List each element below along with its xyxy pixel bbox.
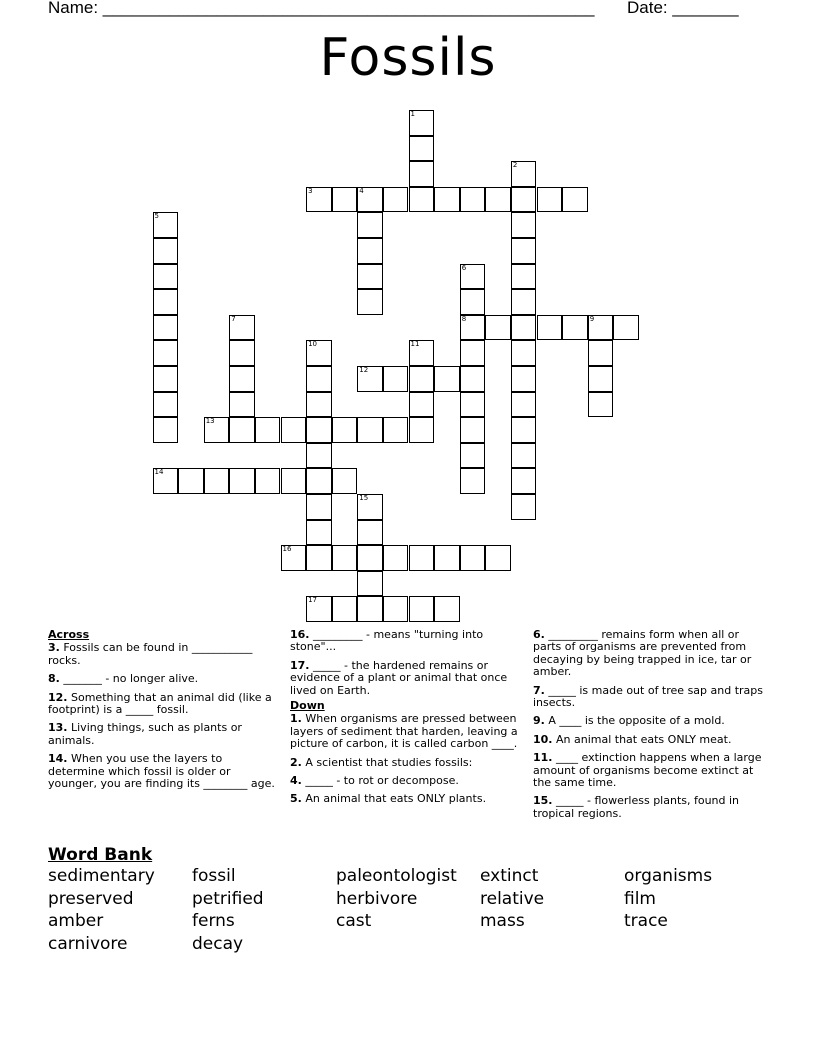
clue-text: When organisms are pressed between layers of sediment that harden, leaving a picture of carbon, it is called carbon ____. <box>290 712 518 751</box>
word-bank-item: petrified <box>192 888 264 909</box>
grid-cell[interactable] <box>434 596 460 622</box>
clue-num: 2. <box>290 755 302 769</box>
clue <box>290 713 520 750</box>
grid-cell[interactable] <box>357 289 383 315</box>
grid-cell[interactable] <box>409 110 435 136</box>
word-bank-item: preserved <box>48 888 134 909</box>
clue <box>48 753 280 790</box>
clue <box>48 722 280 747</box>
grid-cell[interactable] <box>588 315 614 341</box>
grid-cell[interactable] <box>357 238 383 264</box>
clue-num: 17. <box>290 658 310 672</box>
word-bank-item: film <box>624 888 656 909</box>
word-bank-item: carnivore <box>48 933 128 954</box>
clue-num: 4. <box>290 774 302 788</box>
grid-cell[interactable] <box>460 443 486 469</box>
grid-cell[interactable] <box>511 366 537 392</box>
clue-number: 13 <box>205 417 215 426</box>
clue-text: An animal that eats ONLY plants. <box>305 792 487 806</box>
clue-number: 1 <box>410 110 415 118</box>
grid-cell[interactable] <box>153 238 179 264</box>
grid-cell[interactable] <box>383 417 409 443</box>
grid-cell[interactable] <box>306 494 332 520</box>
grid-cell[interactable] <box>588 392 614 418</box>
grid-cell[interactable] <box>357 520 383 546</box>
grid-cell[interactable] <box>229 417 255 443</box>
clue-number: 3 <box>308 186 313 195</box>
grid-cell[interactable] <box>153 264 179 290</box>
clue-text: _____ - the hardened remains or evidence of a plant or animal that once lived on Earth. <box>290 658 508 697</box>
grid-cell[interactable] <box>562 187 588 213</box>
grid-cell[interactable] <box>153 289 179 315</box>
clue-number: 15 <box>359 494 369 502</box>
clue <box>48 642 280 667</box>
grid-cell[interactable] <box>460 340 486 366</box>
clue <box>48 692 280 717</box>
word-bank-item: extinct <box>480 866 539 886</box>
grid-cell[interactable] <box>255 417 281 443</box>
grid-cell[interactable] <box>485 315 511 341</box>
grid-cell[interactable] <box>178 468 204 494</box>
clue-text: When you use the layers to determine which fossil is older or younger, you are finding its ________ age. <box>48 752 275 791</box>
clue <box>533 685 765 710</box>
grid-cell[interactable] <box>357 366 383 392</box>
grid-cell[interactable] <box>332 596 358 622</box>
grid-cell[interactable] <box>613 315 639 341</box>
grid-cell[interactable] <box>229 366 255 392</box>
grid-cell[interactable] <box>306 520 332 546</box>
clue-text: An animal that eats ONLY meat. <box>556 732 732 746</box>
clue-num: 15. <box>533 794 553 808</box>
grid-cell[interactable] <box>511 212 537 238</box>
grid-cell[interactable] <box>511 417 537 443</box>
grid-cell[interactable] <box>383 366 409 392</box>
clue-num: 14. <box>48 752 68 766</box>
clue-num: 12. <box>48 690 68 704</box>
grid-cell[interactable] <box>383 596 409 622</box>
clue-text: _____ is made out of tree sap and traps insects. <box>533 683 763 710</box>
clue-number: 11 <box>410 340 420 349</box>
clue <box>533 715 765 727</box>
clue-num: 16. <box>290 628 310 641</box>
grid-cell[interactable] <box>229 468 255 494</box>
grid-cell[interactable] <box>383 187 409 213</box>
clue-text: _________ remains form when all or parts of organisms are prevented from decaying by being trapped in ice, tar or amber. <box>533 628 752 679</box>
grid-cell[interactable] <box>357 187 383 213</box>
clue-number: 8 <box>461 314 467 323</box>
grid-cell[interactable] <box>332 187 358 213</box>
clue <box>290 775 520 787</box>
grid-cell[interactable] <box>511 238 537 264</box>
grid-cell[interactable] <box>409 340 435 366</box>
page-title: Fossils <box>319 28 497 88</box>
grid-cell[interactable] <box>332 545 358 571</box>
across-heading: Across <box>48 628 90 641</box>
grid-cell[interactable] <box>332 468 358 494</box>
grid-cell[interactable] <box>306 545 332 571</box>
grid-cell[interactable] <box>409 596 435 622</box>
grid-cell[interactable] <box>153 340 179 366</box>
grid-cell[interactable] <box>306 596 332 622</box>
grid-cell[interactable] <box>562 315 588 341</box>
grid-cell[interactable] <box>434 187 460 213</box>
word-bank-item: amber <box>48 911 104 931</box>
word-bank-item: decay <box>192 933 244 954</box>
grid-cell[interactable] <box>511 443 537 469</box>
name-field[interactable]: Name: ____________________________________________________ <box>48 0 595 17</box>
clue-number: 12 <box>359 366 369 374</box>
clue-num: 13. <box>48 721 68 735</box>
grid-cell[interactable] <box>229 315 255 341</box>
clues-column-1 <box>48 629 280 796</box>
grid-cell[interactable] <box>153 366 179 392</box>
word-bank-item: herbivore <box>336 888 418 909</box>
grid-cell[interactable] <box>409 161 435 187</box>
grid-cell[interactable] <box>204 417 230 443</box>
word-bank-item: fossil <box>192 866 236 886</box>
grid-cell[interactable] <box>229 392 255 418</box>
grid-cell[interactable] <box>306 392 332 418</box>
word-bank-item: relative <box>480 888 545 909</box>
word-bank-item: ferns <box>192 911 235 931</box>
clue <box>533 629 765 679</box>
clue-number: 16 <box>282 545 292 554</box>
grid-cell[interactable] <box>306 417 332 443</box>
grid-cell[interactable] <box>383 545 409 571</box>
clue <box>290 793 520 805</box>
clue <box>290 660 520 697</box>
grid-cell[interactable] <box>409 392 435 418</box>
grid-cell[interactable] <box>153 468 179 494</box>
grid-cell[interactable] <box>306 366 332 392</box>
grid-cell[interactable] <box>485 187 511 213</box>
grid-cell[interactable] <box>511 468 537 494</box>
clue-text: _______ - no longer alive. <box>63 672 199 686</box>
clue-text: A ____ is the opposite of a mold. <box>548 714 725 728</box>
grid-cell[interactable] <box>229 340 255 366</box>
clue <box>533 734 765 746</box>
clues-column-2 <box>290 629 520 812</box>
clue-text: Living things, such as plants or animals. <box>48 721 242 747</box>
grid-cell[interactable] <box>281 468 307 494</box>
grid-cell[interactable] <box>409 417 435 443</box>
grid-cell[interactable] <box>281 417 307 443</box>
grid-cell[interactable] <box>357 596 383 622</box>
grid-cell[interactable] <box>434 545 460 571</box>
grid-cell[interactable] <box>409 545 435 571</box>
grid-cell[interactable] <box>306 340 332 366</box>
grid-cell[interactable] <box>460 315 486 341</box>
clue-number: 6 <box>461 263 467 272</box>
clue-text: Something that an animal did (like a footprint) is a _____ fossil. <box>48 690 272 717</box>
grid-cell[interactable] <box>255 468 281 494</box>
grid-cell[interactable] <box>511 392 537 418</box>
grid-cell[interactable] <box>588 340 614 366</box>
word-bank-title: Word Bank <box>48 845 153 865</box>
clue-text: ____ extinction happens when a large amount of organisms become extinct at the same time. <box>533 751 762 790</box>
grid-cell[interactable] <box>460 366 486 392</box>
grid-cell[interactable] <box>460 187 486 213</box>
clue <box>533 795 765 820</box>
grid-cell[interactable] <box>588 366 614 392</box>
word-bank-item: trace <box>624 911 668 931</box>
grid-cell[interactable] <box>460 264 486 290</box>
grid-cell[interactable] <box>511 161 537 187</box>
clue <box>48 673 280 685</box>
clue-number: 17 <box>308 596 318 605</box>
clue-number: 9 <box>589 314 595 323</box>
grid-cell[interactable] <box>332 417 358 443</box>
clue-text: _____ - to rot or decompose. <box>305 774 459 788</box>
down-heading: Down <box>290 699 325 713</box>
clue-num: 8. <box>48 672 60 686</box>
grid-cell[interactable] <box>460 545 486 571</box>
clue-text: Fossils can be found in ___________ rocks. <box>48 641 253 667</box>
grid-cell[interactable] <box>357 417 383 443</box>
grid-cell[interactable] <box>460 468 486 494</box>
grid-cell[interactable] <box>357 264 383 290</box>
clue <box>290 757 520 769</box>
grid-cell[interactable] <box>537 187 563 213</box>
clue-num: 1. <box>290 712 302 726</box>
grid-cell[interactable] <box>153 392 179 418</box>
clue-number: 4 <box>359 186 364 195</box>
clue-text: A scientist that studies fossils: <box>305 755 473 769</box>
clue-num: 3. <box>48 641 60 655</box>
grid-cell[interactable] <box>460 417 486 443</box>
grid-cell[interactable] <box>153 417 179 443</box>
grid-cell[interactable] <box>511 289 537 315</box>
grid-cell[interactable] <box>434 366 460 392</box>
clue-number: 7 <box>231 314 236 323</box>
grid-cell[interactable] <box>485 545 511 571</box>
grid-cell[interactable] <box>357 545 383 571</box>
clue-number: 5 <box>154 212 159 221</box>
clue <box>533 752 765 789</box>
clue-number: 10 <box>308 340 318 349</box>
grid-cell[interactable] <box>357 494 383 520</box>
word-bank-item: mass <box>480 911 525 931</box>
clue-number: 14 <box>154 468 164 477</box>
grid-cell[interactable] <box>357 571 383 597</box>
clue-num: 5. <box>290 792 302 806</box>
grid-cell[interactable] <box>409 136 435 162</box>
grid-cell[interactable] <box>281 545 307 571</box>
clue-num: 6. <box>533 628 545 641</box>
grid-cell[interactable] <box>153 212 179 238</box>
word-bank-item: paleontologist <box>336 866 457 886</box>
clue <box>290 629 520 654</box>
grid-cell[interactable] <box>409 187 435 213</box>
grid-cell[interactable] <box>511 264 537 290</box>
grid-cell[interactable] <box>306 187 332 213</box>
word-bank-item: cast <box>336 911 372 931</box>
word-bank-item: sedimentary <box>48 866 155 886</box>
clue-number: 2 <box>512 161 518 170</box>
clue-num: 11. <box>533 751 553 765</box>
clue-text: _________ - means "turning into stone"... <box>290 628 484 654</box>
word-bank-item: organisms <box>624 866 713 886</box>
grid-cell[interactable] <box>306 468 332 494</box>
clue-text: _____ - flowerless plants, found in tropical regions. <box>533 794 740 820</box>
grid-cell[interactable] <box>357 212 383 238</box>
grid-cell[interactable] <box>460 289 486 315</box>
date-field[interactable]: Date: _______ <box>627 0 739 17</box>
clue-num: 10. <box>533 732 553 746</box>
grid-cell[interactable] <box>204 468 230 494</box>
grid-cell[interactable] <box>511 340 537 366</box>
clues-column-3 <box>533 629 765 826</box>
grid-cell[interactable] <box>409 366 435 392</box>
clue-num: 7. <box>533 683 545 697</box>
grid-cell[interactable] <box>537 315 563 341</box>
grid-cell[interactable] <box>460 392 486 418</box>
grid-cell[interactable] <box>511 494 537 520</box>
grid-cell[interactable] <box>511 187 537 213</box>
grid-cell[interactable] <box>511 315 537 341</box>
clue-num: 9. <box>533 714 545 728</box>
grid-cell[interactable] <box>153 315 179 341</box>
grid-cell[interactable] <box>306 443 332 469</box>
